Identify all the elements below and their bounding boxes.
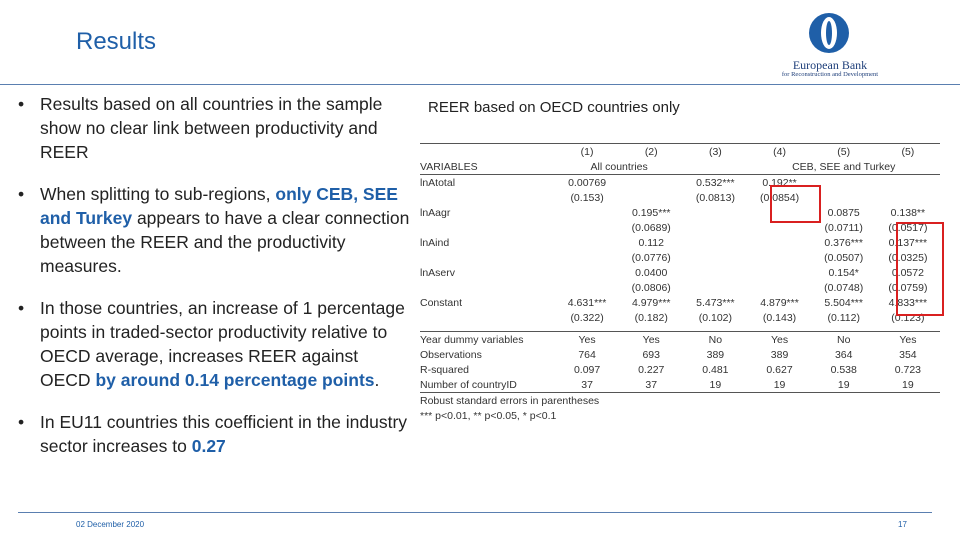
table-heading: REER based on OECD countries only bbox=[428, 99, 680, 116]
bullet-text: In those countries, an increase of 1 percentage points in traded-sector productivity relative to OECD average, increases REER against OECD bbox=[40, 298, 405, 390]
table-note-row bbox=[420, 408, 940, 423]
table-cell: (0.153) bbox=[570, 191, 604, 204]
table-cell: (0.322) bbox=[570, 311, 604, 324]
row-label: Year dummy variables bbox=[420, 333, 524, 346]
table-cell: (0.0507) bbox=[824, 251, 864, 264]
row-label bbox=[420, 220, 555, 235]
table-cell bbox=[876, 175, 940, 191]
table-cell bbox=[555, 265, 619, 280]
table-cell: (0.0711) bbox=[824, 221, 863, 234]
table-cell: 0.0400 bbox=[635, 266, 668, 279]
table-cell: 4.879*** bbox=[760, 296, 799, 309]
table-cell: 0.538 bbox=[830, 363, 857, 376]
table-cell bbox=[683, 220, 747, 235]
table-cell: 0.138** bbox=[890, 206, 926, 219]
bullet-text: When splitting to sub-regions, bbox=[40, 184, 276, 204]
table-cell: 4.979*** bbox=[631, 296, 671, 309]
coefficient-row bbox=[420, 220, 940, 235]
table-cell: 0.627 bbox=[766, 363, 793, 376]
footer-date: 02 December 2020 bbox=[76, 520, 145, 529]
statistic-row bbox=[420, 362, 940, 377]
table-cell: 389 bbox=[770, 348, 789, 361]
table-cell: 0.154* bbox=[828, 266, 859, 279]
row-label: Constant bbox=[420, 296, 463, 309]
column-number: (3) bbox=[708, 145, 722, 158]
table-cell bbox=[619, 175, 683, 191]
bullet-item bbox=[18, 410, 413, 458]
regression-table bbox=[420, 143, 940, 423]
table-cell bbox=[555, 235, 619, 250]
highlighted-text: by around 0.14 percentage points bbox=[95, 370, 375, 390]
table-cell: 0.532*** bbox=[696, 176, 735, 189]
row-label bbox=[420, 250, 555, 265]
coefficient-row bbox=[420, 250, 940, 265]
footer-divider bbox=[18, 512, 932, 513]
column-groups-row bbox=[420, 159, 940, 175]
group-all-countries: All countries bbox=[590, 160, 648, 173]
table-cell bbox=[555, 250, 619, 265]
table-cell: (0.123) bbox=[891, 311, 925, 324]
table-cell: Yes bbox=[578, 333, 596, 346]
page-number: 17 bbox=[898, 520, 907, 529]
table-cell: Yes bbox=[770, 333, 789, 346]
logo-subtitle: for Reconstruction and Development bbox=[781, 71, 879, 78]
table-cell: No bbox=[708, 333, 723, 346]
table-cell bbox=[555, 280, 619, 295]
table-cell: 0.376*** bbox=[824, 236, 863, 249]
table-cell bbox=[683, 205, 747, 220]
table-note: *** p<0.01, ** p<0.05, * p<0.1 bbox=[420, 409, 557, 422]
table-cell bbox=[683, 265, 747, 280]
table-cell: 0.192** bbox=[762, 176, 797, 189]
table-cell: (0.143) bbox=[762, 311, 797, 324]
table-cell: 4.631*** bbox=[567, 296, 607, 309]
highlighted-text: only CEB, SEE and Turkey bbox=[40, 184, 398, 228]
statistic-row bbox=[420, 347, 940, 362]
bullet-item bbox=[18, 296, 413, 392]
highlight-box-col6 bbox=[896, 222, 944, 316]
table-cell: Yes bbox=[899, 333, 917, 346]
highlighted-text: 0.27 bbox=[191, 436, 226, 456]
table-cell bbox=[683, 280, 747, 295]
table-cell: (0.102) bbox=[698, 311, 733, 324]
header-divider bbox=[0, 84, 960, 85]
table-cell bbox=[747, 280, 811, 295]
table-cell: 354 bbox=[899, 348, 917, 361]
table-cell: 19 bbox=[902, 378, 914, 391]
row-label bbox=[420, 190, 555, 205]
table-cell: 389 bbox=[706, 348, 725, 361]
bullet-dot-icon: • bbox=[18, 298, 25, 318]
coefficient-row bbox=[420, 175, 940, 191]
table-cell: 364 bbox=[834, 348, 853, 361]
table-cell: (0.0806) bbox=[631, 281, 671, 294]
table-cell: 0.112 bbox=[638, 236, 664, 249]
bullet-item bbox=[18, 92, 413, 164]
coefficient-row bbox=[420, 190, 940, 205]
table-cell: (0.0813) bbox=[695, 191, 735, 204]
table-cell: 0.097 bbox=[573, 363, 601, 376]
table-cell: 764 bbox=[578, 348, 596, 361]
column-number bbox=[420, 144, 555, 160]
table-cell: 19 bbox=[773, 378, 786, 391]
bullet-item bbox=[18, 182, 413, 278]
row-label: lnAagr bbox=[420, 206, 451, 219]
table-cell: (0.0759) bbox=[888, 281, 928, 294]
table-cell: 4.833*** bbox=[888, 296, 928, 309]
ebrd-logo-icon bbox=[804, 10, 854, 56]
group-ceb-see-turkey: CEB, SEE and Turkey bbox=[792, 160, 896, 173]
bullet-dot-icon: • bbox=[18, 184, 25, 204]
table-cell: 0.481 bbox=[702, 363, 729, 376]
logo-name: European Bank bbox=[792, 58, 868, 72]
coefficient-row bbox=[420, 265, 940, 280]
bullet-text: In EU11 countries this coefficient in the industry sector increases to bbox=[40, 412, 408, 456]
table-cell bbox=[619, 190, 683, 205]
table-cell bbox=[683, 235, 747, 250]
table-cell: (0.0748) bbox=[824, 281, 864, 294]
row-label bbox=[420, 280, 555, 295]
table-cell: (0.0325) bbox=[888, 251, 928, 264]
table-cell bbox=[555, 205, 619, 220]
table-cell: 0.0875 bbox=[827, 206, 860, 219]
table-cell: 19 bbox=[837, 378, 850, 391]
bullet-list bbox=[18, 92, 413, 476]
row-label: lnAserv bbox=[420, 266, 456, 279]
page-title: Results bbox=[76, 28, 157, 55]
table-cell bbox=[812, 190, 876, 205]
column-numbers-row bbox=[420, 144, 940, 160]
bullet-text: appears to have a clear connection between the REER and the productivity measures. bbox=[40, 208, 410, 276]
table-cell bbox=[683, 250, 747, 265]
logo bbox=[760, 8, 900, 78]
table-cell: (0.0854) bbox=[759, 191, 800, 204]
table-cell: No bbox=[836, 333, 851, 346]
table-cell: 0.723 bbox=[894, 363, 922, 376]
table-cell bbox=[876, 190, 940, 205]
table-cell: (0.182) bbox=[634, 311, 668, 324]
statistic-row bbox=[420, 332, 940, 348]
table-cell: (0.0776) bbox=[631, 251, 671, 264]
coefficient-row bbox=[420, 310, 940, 325]
bullet-text: Results based on all countries in the sample show no clear link between productivity and REER bbox=[40, 94, 383, 162]
row-label: R-squared bbox=[420, 363, 470, 376]
row-label: Observations bbox=[420, 348, 482, 361]
table-cell: 693 bbox=[642, 348, 660, 361]
table-note: Robust standard errors in parentheses bbox=[420, 394, 600, 407]
coefficient-row bbox=[420, 295, 940, 310]
bullet-text: . bbox=[374, 370, 380, 390]
coefficient-row bbox=[420, 205, 940, 220]
table-cell: 0.137*** bbox=[888, 236, 928, 249]
row-label: lnAind bbox=[420, 236, 450, 249]
table-cell: 37 bbox=[581, 378, 593, 391]
table-cell: (0.0517) bbox=[888, 221, 928, 234]
table-cell: 0.227 bbox=[638, 363, 665, 376]
bullet-dot-icon: • bbox=[18, 94, 25, 114]
table-cell: 19 bbox=[709, 378, 722, 391]
coefficient-row bbox=[420, 280, 940, 295]
table-cell: 0.0572 bbox=[891, 266, 924, 279]
table-cell bbox=[812, 175, 876, 191]
table-cell: (0.112) bbox=[827, 311, 860, 324]
column-number: (5) bbox=[901, 145, 915, 158]
table-cell bbox=[747, 235, 811, 250]
table-cell: (0.0689) bbox=[631, 221, 671, 234]
column-number: (1) bbox=[580, 145, 594, 158]
table-cell: 0.195*** bbox=[631, 206, 671, 219]
row-label bbox=[420, 310, 555, 325]
table-cell: 37 bbox=[645, 378, 658, 391]
highlight-box-col4 bbox=[770, 185, 821, 223]
table-cell bbox=[747, 250, 811, 265]
table-cell: Yes bbox=[642, 333, 660, 346]
column-number: (5) bbox=[837, 145, 851, 158]
table-cell: 5.473*** bbox=[696, 296, 735, 309]
row-label: Number of countryID bbox=[420, 378, 517, 391]
table-cell bbox=[747, 265, 811, 280]
table-cell: 5.504*** bbox=[824, 296, 863, 309]
table-cell bbox=[555, 220, 619, 235]
variables-header: VARIABLES bbox=[420, 160, 478, 173]
column-number: (2) bbox=[644, 145, 658, 158]
coefficient-row bbox=[420, 235, 940, 250]
row-label: lnAtotal bbox=[420, 176, 456, 189]
bullet-dot-icon: • bbox=[18, 412, 25, 432]
table-cell: 0.00769 bbox=[568, 176, 607, 189]
statistic-row bbox=[420, 377, 940, 393]
column-number: (4) bbox=[773, 145, 786, 158]
table-note-row bbox=[420, 393, 940, 409]
